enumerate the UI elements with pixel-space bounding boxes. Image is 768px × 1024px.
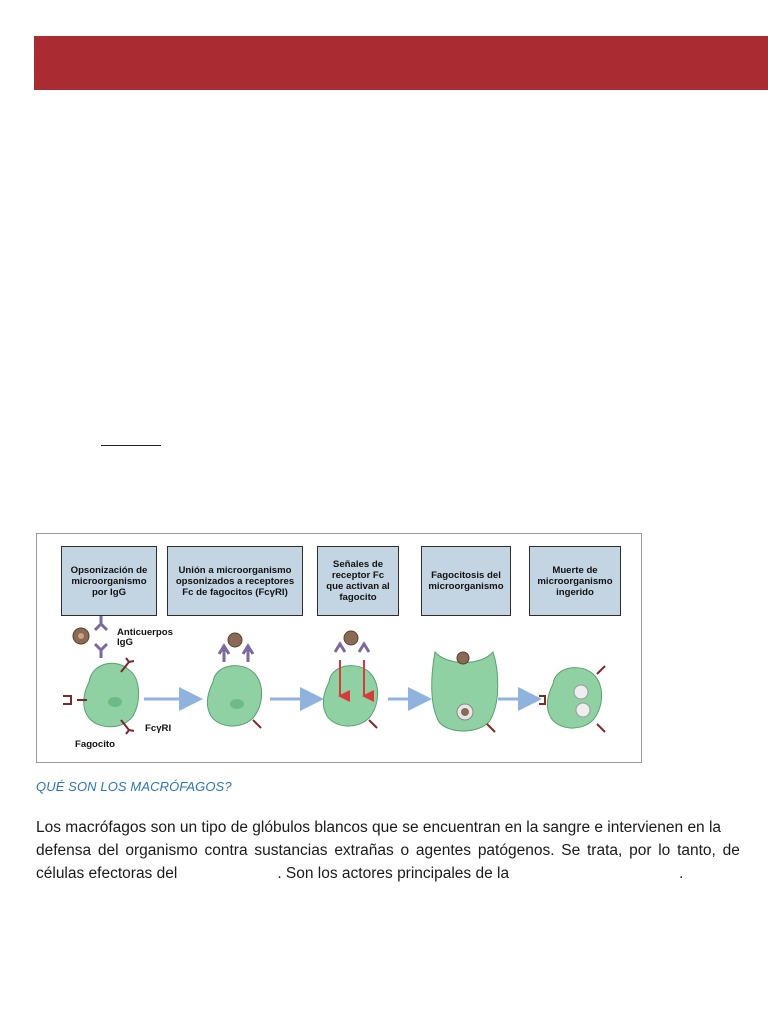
line2-word: trata,: [587, 842, 623, 859]
step-box-signaling: Señales de receptor Fc que activan al fagocito: [317, 546, 399, 616]
paragraph-line-1: Los macrófagos son un tipo de glóbulos blancos que se encuentran en la sangre e intervienen en la: [36, 819, 722, 836]
paragraph-line-3: [36, 862, 740, 885]
line2-word: organismo: [125, 842, 198, 859]
phagocyte-cell-1: [63, 658, 139, 734]
paragraph-line-2: [36, 839, 740, 862]
label-phagocyte: Fagocito: [75, 739, 115, 750]
phagocyte-cell-5: [539, 666, 605, 732]
line2-word: sustancias: [254, 842, 328, 859]
line2-word: defensa: [36, 842, 92, 859]
step-box-binding: Unión a microorganismo opsonizados a receptores Fc de fagocitos (FcγRI): [167, 546, 303, 616]
phagocyte-cell-2: [207, 633, 261, 728]
section-heading: QUÉ SON LOS MACRÓFAGOS?: [36, 779, 232, 794]
step-box-phagocytosis: Fagocitosis del microorganismo: [421, 546, 511, 616]
step-box-opsonization: Opsonización de microorganismo por IgG: [61, 546, 157, 616]
line3-text-2: . Son los actores principales de la: [277, 865, 510, 882]
line2-word: extrañas: [334, 842, 394, 859]
line2-word: agentes: [415, 842, 472, 859]
phagocytosis-figure: [36, 533, 642, 763]
line2-word: de: [722, 842, 740, 859]
underline-mark: [101, 445, 161, 446]
line3-text-1: células efectoras del: [36, 865, 178, 882]
line2-word: por: [629, 842, 652, 859]
step-box-killing: Muerte de microorganismo ingerido: [529, 546, 621, 616]
line2-word: contra: [204, 842, 248, 859]
line2-word: patógenos.: [477, 842, 555, 859]
phagocyte-cell-4: [432, 652, 498, 732]
line2-word: o: [400, 842, 410, 859]
line2-word: Se: [561, 842, 581, 859]
line2-word: lo: [658, 842, 671, 859]
line2-word: tanto,: [677, 842, 716, 859]
intro-paragraph: [36, 816, 740, 885]
header-band: [34, 36, 768, 90]
line2-word: del: [97, 842, 119, 859]
label-receptor: FcγRI: [145, 723, 172, 734]
microbe-with-igg: [73, 616, 107, 658]
label-antibodies: Anticuerpos IgG: [117, 627, 173, 648]
line3-text-3: .: [679, 865, 684, 882]
phagocyte-cell-3: [323, 631, 377, 728]
